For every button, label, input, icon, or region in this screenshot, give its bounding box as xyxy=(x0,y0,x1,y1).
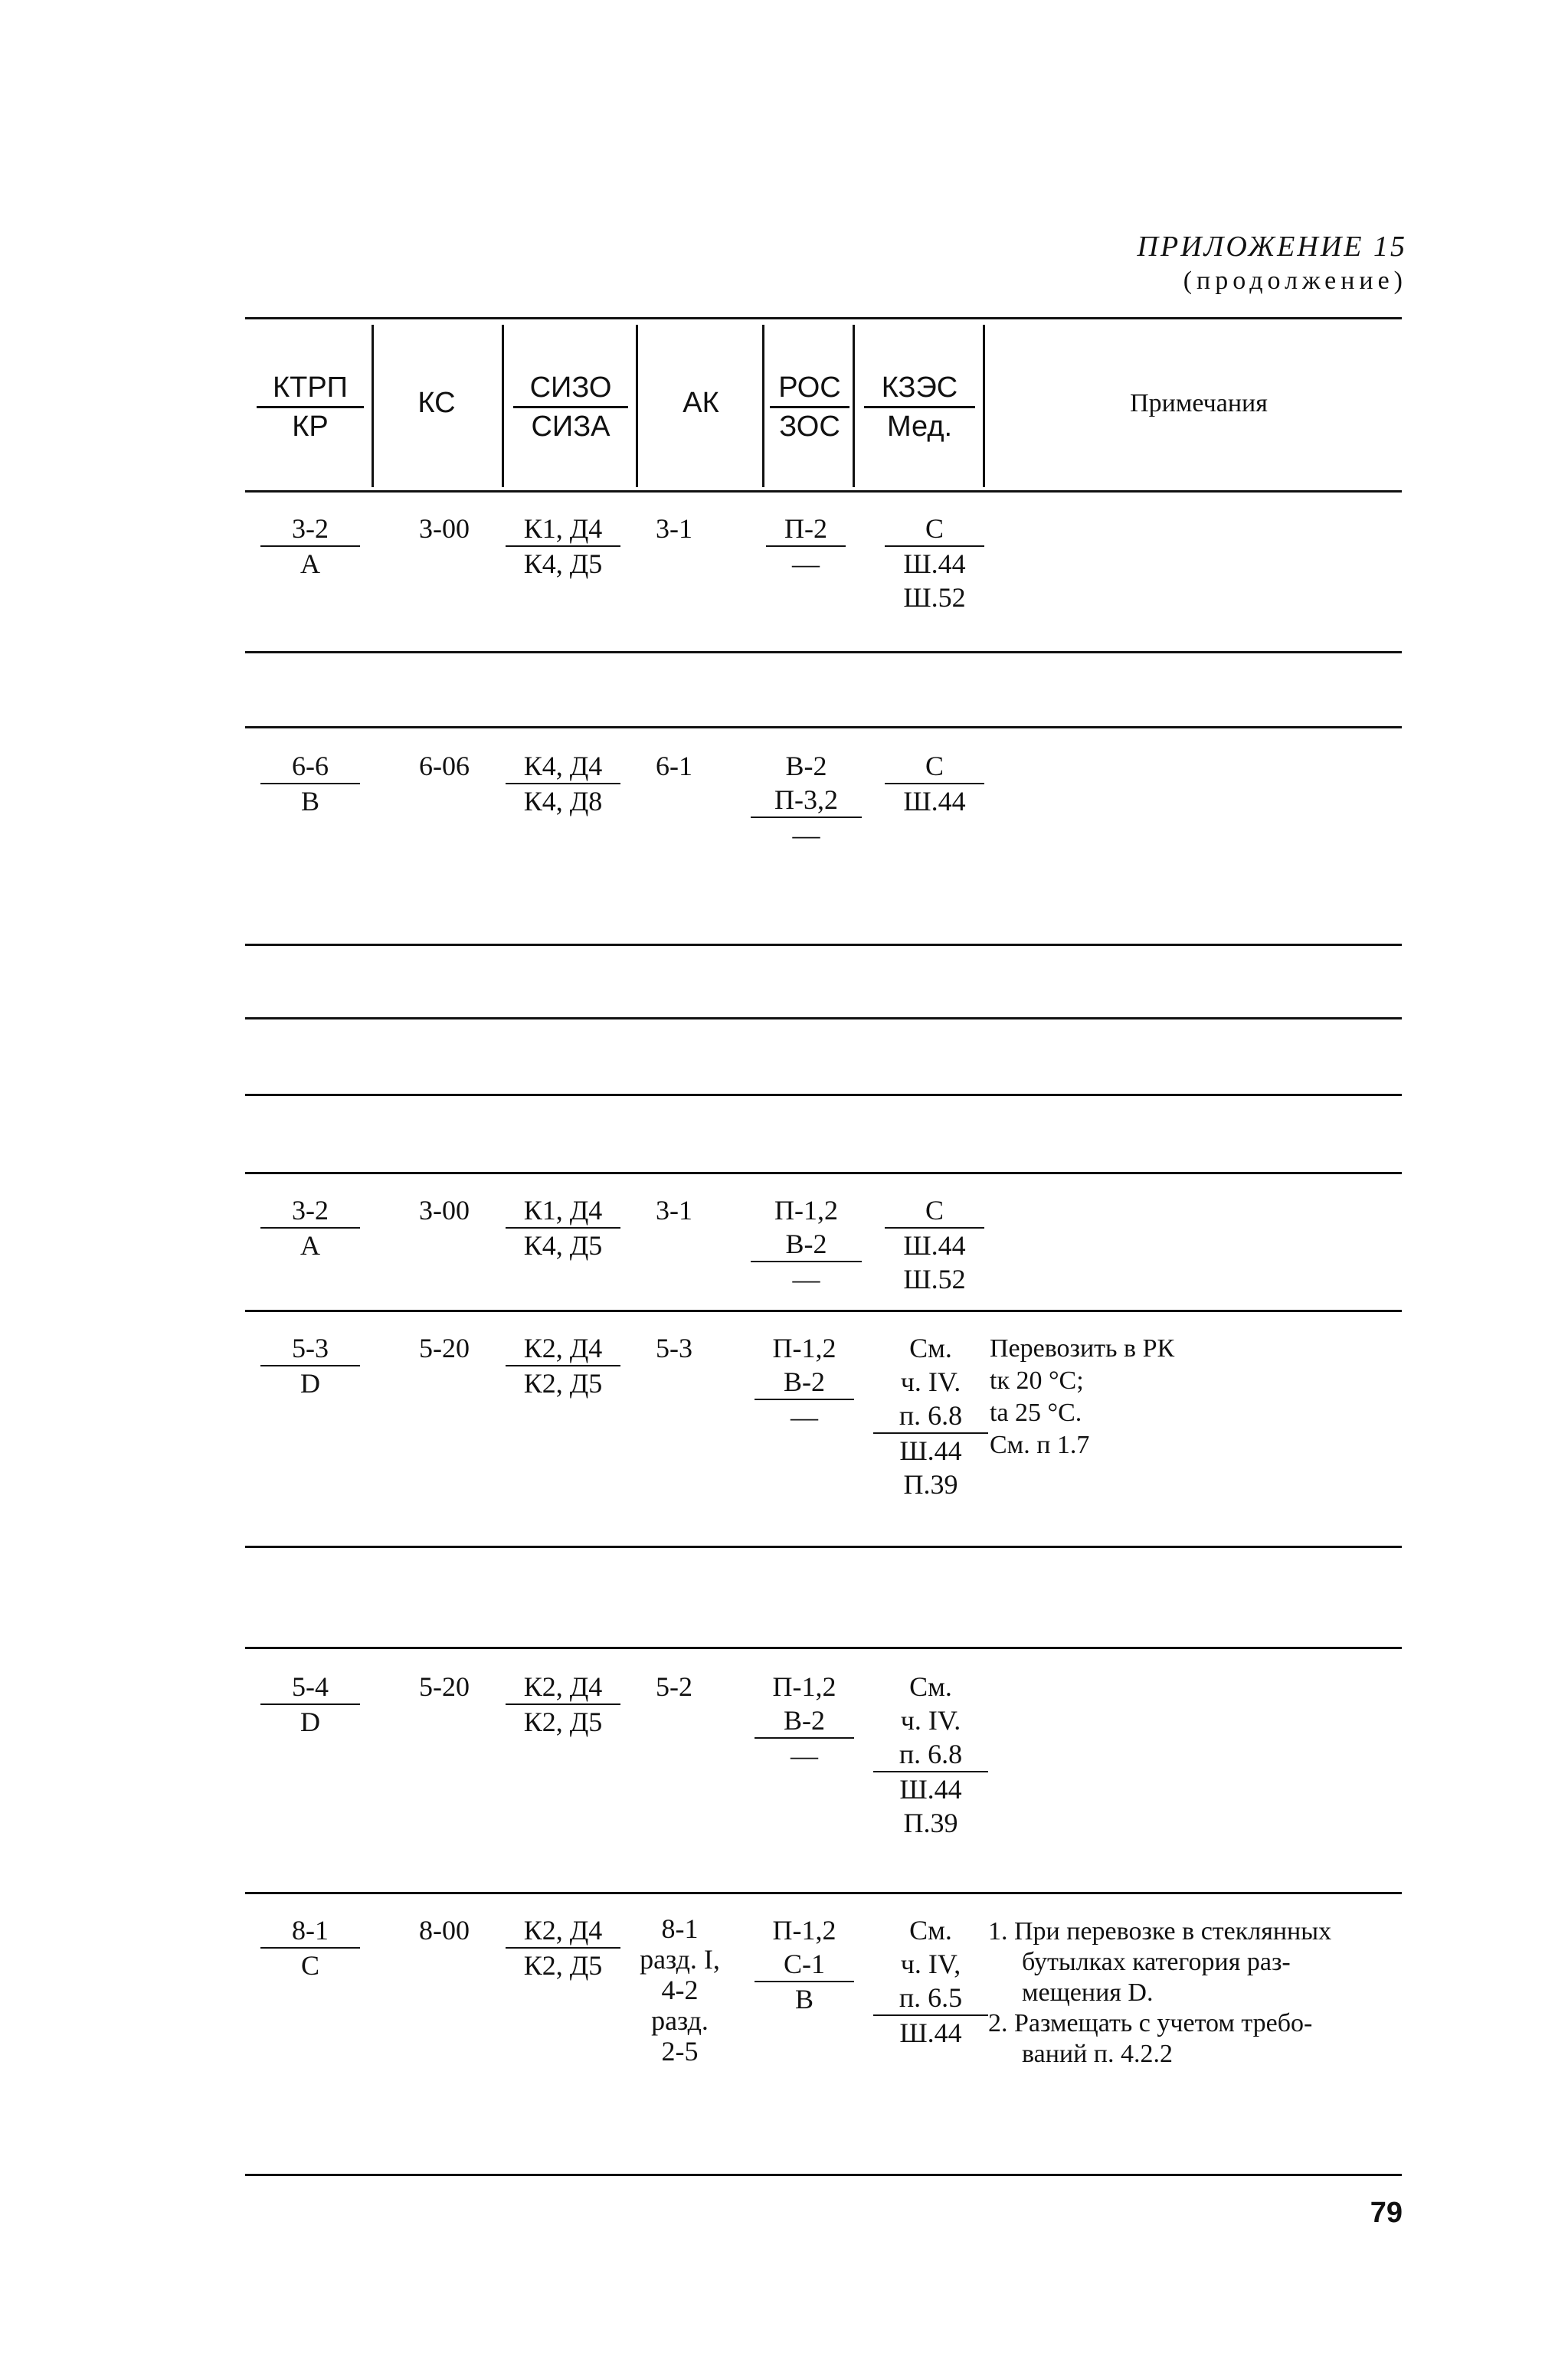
cell-kr: D xyxy=(300,1368,320,1399)
cell-sizo: К2, Д4 xyxy=(506,1331,620,1366)
cell-ros-zos: П-1,2 В-2 — xyxy=(755,1670,854,1772)
row-rule xyxy=(245,1172,1402,1174)
column-divider xyxy=(762,325,764,487)
cell-sizo-siza xyxy=(506,749,620,818)
cell-kzes: См. ч. IV. п. 6.8 Ш.44 П.39 xyxy=(873,1670,988,1840)
cell-sizo: К1, Д4 xyxy=(506,512,620,547)
cell-ros-zos: П-2 — xyxy=(766,512,846,581)
cell-ros-zos: П-1,2 С-1 В xyxy=(755,1913,854,2016)
cell-ak: 3-1 xyxy=(656,1195,692,1226)
column-divider xyxy=(636,325,638,487)
cell-kzes: См. ч. IV. п. 6.8 Ш.44 П.39 xyxy=(873,1331,988,1501)
cell-siza: К4, Д8 xyxy=(523,786,603,817)
page-number: 79 xyxy=(1370,2197,1403,2229)
cell-sizo-siza xyxy=(506,1193,620,1262)
cell-ros-zos: П-1,2 В-2 — xyxy=(755,1331,854,1434)
cell-sizo: К2, Д4 xyxy=(506,1913,620,1949)
cell-sizo-siza xyxy=(506,512,620,581)
appendix-subtitle: (продолжение) xyxy=(1183,267,1407,295)
column-divider xyxy=(853,325,855,487)
header-ktrp: КТРП xyxy=(257,369,364,408)
table-bottom-rule xyxy=(245,2174,1402,2176)
cell-ktrp-kr xyxy=(260,1670,360,1739)
cell-kzes: С Ш.44 Ш.52 xyxy=(885,512,984,614)
cell-kzes: С Ш.44 xyxy=(885,749,984,818)
cell-sizo: К4, Д4 xyxy=(506,749,620,784)
cell-sizo: К2, Д4 xyxy=(506,1670,620,1705)
row-rule xyxy=(245,1546,1402,1548)
cell-kr: В xyxy=(300,786,319,817)
header-kr: КР xyxy=(292,411,329,443)
cell-ktrp-kr xyxy=(260,512,360,581)
cell-kr: D xyxy=(300,1707,320,1737)
header-siza: СИЗА xyxy=(531,411,611,443)
cell-ks: 5-20 xyxy=(419,1671,470,1702)
cell-kr: С xyxy=(300,1950,319,1981)
cell-ks: 8-00 xyxy=(419,1915,470,1946)
column-divider xyxy=(372,325,374,487)
cell-kzes: См. ч. IV, п. 6.5 Ш.44 xyxy=(873,1913,988,2050)
cell-siza: К4, Д5 xyxy=(523,548,603,579)
cell-ak: 6-1 xyxy=(656,751,692,781)
cell-sizo-siza xyxy=(506,1331,620,1400)
header-ros: РОС xyxy=(770,369,849,408)
cell-ak: 8-1 разд. I, 4-2 разд. 2-5 xyxy=(640,1913,720,2067)
header-notes: Примечания xyxy=(1130,389,1268,417)
header-sizo-siza xyxy=(513,369,628,445)
cell-ktrp: 5-3 xyxy=(260,1331,360,1366)
header-kzes-med xyxy=(864,369,975,445)
cell-siza: К2, Д5 xyxy=(523,1707,603,1737)
cell-ktrp: 8-1 xyxy=(260,1913,360,1949)
cell-ros-zos: В-2 П-3,2 — xyxy=(751,749,862,852)
cell-ktrp-kr xyxy=(260,1331,360,1400)
cell-ak: 3-1 xyxy=(656,513,692,544)
cell-sizo-siza xyxy=(506,1670,620,1739)
cell-siza: К4, Д5 xyxy=(523,1230,603,1261)
row-rule xyxy=(245,1647,1402,1649)
cell-ktrp-kr xyxy=(260,1913,360,1982)
header-ros-zos xyxy=(770,369,849,445)
cell-ak: 5-3 xyxy=(656,1333,692,1363)
cell-ros-zos: П-1,2 В-2 — xyxy=(751,1193,862,1296)
header-sizo: СИЗО xyxy=(513,369,628,408)
header-ak: АК xyxy=(683,387,719,419)
column-divider xyxy=(983,325,985,487)
appendix-title: ПРИЛОЖЕНИЕ 15 xyxy=(1137,231,1407,263)
row-note: 1. При перевозке в стеклянных бутылках категория раз- мещения D. 2. Размещать с учетом требо- ваний п. 4.2.2 xyxy=(988,1917,1332,2068)
row-note: Перевозить в РК tк 20 °С; tа 25 °С. См. п 1.7 xyxy=(990,1334,1175,1459)
row-rule xyxy=(245,651,1402,653)
cell-ks: 5-20 xyxy=(419,1333,470,1363)
row-rule xyxy=(245,944,1402,946)
table-top-rule xyxy=(245,317,1402,319)
row-rule xyxy=(245,1017,1402,1019)
cell-ktrp: 5-4 xyxy=(260,1670,360,1705)
cell-sizo: К1, Д4 xyxy=(506,1193,620,1229)
row-rule xyxy=(245,1892,1402,1894)
cell-siza: К2, Д5 xyxy=(523,1950,603,1981)
header-kzes: КЗЭС xyxy=(864,369,975,408)
cell-ktrp-kr xyxy=(260,749,360,818)
header-zos: ЗОС xyxy=(779,411,840,443)
cell-kzes: С Ш.44 Ш.52 xyxy=(885,1193,984,1296)
row-rule xyxy=(245,1094,1402,1096)
cell-ktrp: 6-6 xyxy=(260,749,360,784)
column-divider xyxy=(502,325,504,487)
cell-ks: 3-00 xyxy=(419,513,470,544)
table-header-rule xyxy=(245,490,1402,493)
cell-sizo-siza xyxy=(506,1913,620,1982)
header-med: Мед. xyxy=(886,411,953,443)
cell-kr: А xyxy=(300,1230,320,1261)
cell-ktrp: 3-2 xyxy=(260,512,360,547)
row-rule xyxy=(245,1310,1402,1312)
header-ktrp-kr xyxy=(257,369,364,445)
cell-ak: 5-2 xyxy=(656,1671,692,1702)
cell-ktrp-kr xyxy=(260,1193,360,1262)
row-rule xyxy=(245,726,1402,728)
cell-ktrp: 3-2 xyxy=(260,1193,360,1229)
cell-siza: К2, Д5 xyxy=(523,1368,603,1399)
header-ks: КС xyxy=(417,387,456,419)
cell-ks: 3-00 xyxy=(419,1195,470,1226)
cell-ks: 6-06 xyxy=(419,751,470,781)
cell-kr: А xyxy=(300,548,320,579)
